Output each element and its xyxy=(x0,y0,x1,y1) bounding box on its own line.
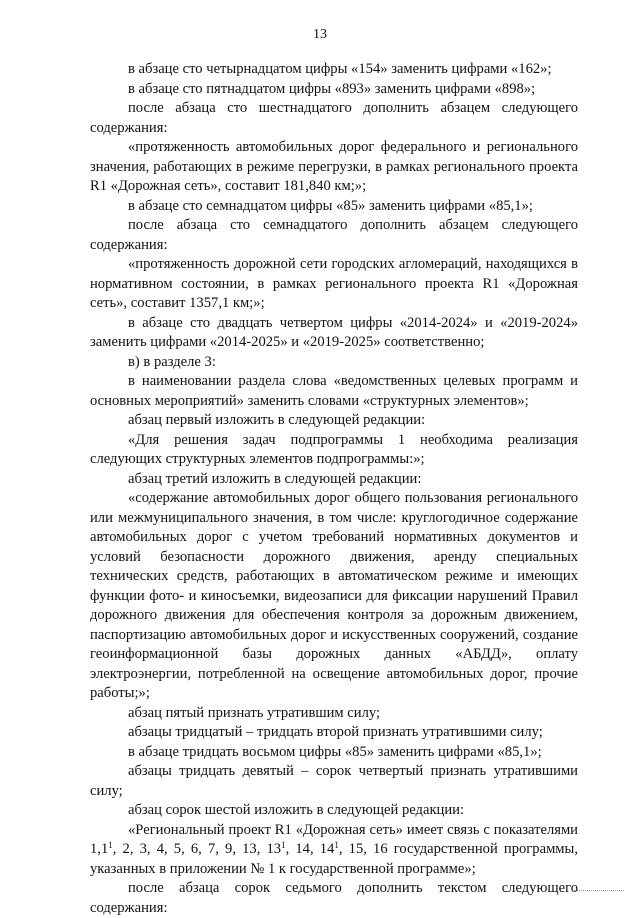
superscript: 1 xyxy=(281,840,286,850)
indicators-text-part-4: , 15, 16 государственной программы, указанных в приложении № 1 к государственной программе»; xyxy=(90,841,578,877)
paragraph: абзац пятый признать утратившим силу; xyxy=(128,704,381,721)
superscript: 1 xyxy=(334,840,339,850)
paragraph: после абзаца сто семнадцатого дополнить абзацем следующего содержания: xyxy=(90,217,578,253)
page-number: 13 xyxy=(313,27,327,42)
document-body xyxy=(90,60,578,918)
paragraph: в абзаце сто четырнадцатом цифры «154» заменить цифрами «162»; xyxy=(128,61,552,77)
paragraph: «содержание автомобильных дорог общего пользования регионального или межмуниципального значения, в том числе: круглогодичное содержание автомобильных дорог с учетом требований нормативных документов и условий безопасности дорожного движения, аренду специальных технических средств, работающих в автоматическом режиме и имеющих функции фото- и киносъемки, видеозаписи для фиксации нарушений Правил дорожного движения для обеспечения контроля за дорожным движением, паспортизацию автомобильных дорог и искусственных сооружений, создание геоинформационной базы дорожных данных «АБДД», оплату электроэнергии, потребленной на освещение автомобильных дорог, прочие работы;»; xyxy=(90,490,578,701)
paragraph: абзац третий изложить в следующей редакции: xyxy=(128,470,422,487)
paragraph: абзац сорок шестой изложить в следующей редакции: xyxy=(128,802,465,818)
paragraph: в абзаце сто двадцать четвертом цифры «2014-2024» и «2019-2024» заменить цифрами «2014-2025» и «2019-2025» соответственно; xyxy=(90,314,578,350)
paragraph: «протяженность дорожной сети городских агломераций, находящихся в нормативном состоянии, в рамках регионального проекта R1 «Дорожная сеть», составит 1357,1 км;»; xyxy=(90,256,578,311)
indicators-paragraph xyxy=(90,821,578,880)
paragraph: в абзаце сто пятнадцатом цифры «893» заменить цифрами «898»; xyxy=(128,80,536,97)
indicators-text-part-3: , 14, 14 xyxy=(285,841,335,857)
paragraph: в) в разделе 3: xyxy=(128,353,216,370)
paragraph: после абзаца сорок седьмого дополнить текстом следующего содержания: xyxy=(90,880,578,916)
paragraph: «протяженность автомобильных дорог федерального и регионального значения, работающих в режиме перегрузки, в рамках регионального проекта R1 «Дорожная сеть», составит 181,840 км;»; xyxy=(90,139,578,194)
paragraph: после абзаца сто шестнадцатого дополнить абзацем следующего содержания: xyxy=(90,100,578,136)
paragraph: в абзаце сто семнадцатом цифры «85» заменить цифрами «85,1»; xyxy=(128,197,533,214)
paragraph: абзацы тридцатый – тридцать второй признать утратившими силу; xyxy=(128,724,543,740)
paragraph: в абзаце тридцать восьмом цифры «85» заменить цифрами «85,1»; xyxy=(128,743,542,760)
paragraph: «Для решения задач подпрограммы 1 необходима реализация следующих структурных элементов подпрограммы:»; xyxy=(90,431,578,467)
indicators-text-part-2: , 2, 3, 4, 5, 6, 7, 9, 13, 13 xyxy=(112,841,282,857)
scan-edge-mark xyxy=(574,890,624,893)
indicators-text-part-1: «Региональный проект R1 «Дорожная сеть» имеет связь с показателями 1,1 xyxy=(90,821,578,857)
paragraph: абзацы тридцать девятый – сорок четвертый признать утратившими силу; xyxy=(90,763,578,799)
superscript: 1 xyxy=(108,840,113,850)
paragraph: абзац первый изложить в следующей редакции: xyxy=(128,412,426,428)
paragraph: в наименовании раздела слова «ведомственных целевых программ и основных мероприятий» заменить словами «структурных элементов»; xyxy=(90,373,578,409)
